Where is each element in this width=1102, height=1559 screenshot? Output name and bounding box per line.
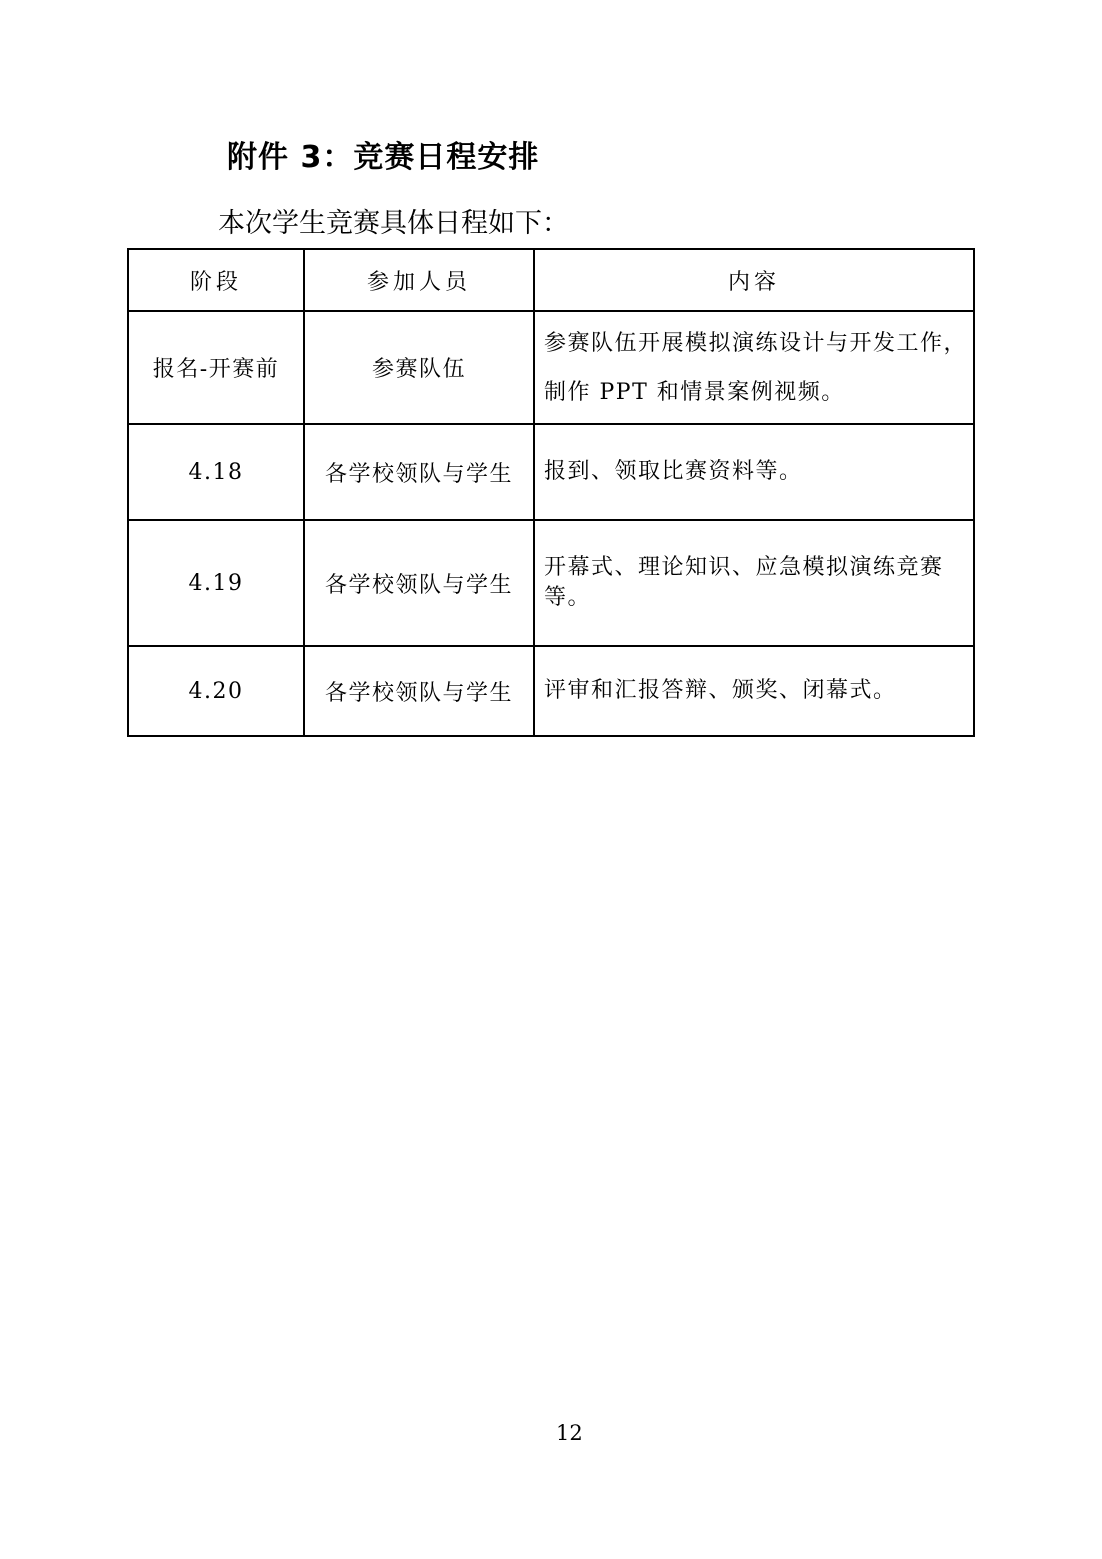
cell-participants: 参赛队伍 [304,311,534,424]
cell-stage: 4.20 [128,646,304,736]
table-row [128,646,974,736]
table-header-row [128,249,974,311]
content-line: 评审和汇报答辩、颁奖、闭幕式。 [544,678,897,703]
cell-stage: 报名-开赛前 [128,311,304,424]
schedule-table [127,248,975,737]
attachment-title: 附件 3：竞赛日程安排 [227,140,540,175]
cell-content [534,424,974,520]
table-row [128,311,974,424]
page-number: 12 [556,1421,583,1445]
header-participants: 参加人员 [304,249,534,311]
header-content: 内容 [534,249,974,311]
cell-content [534,520,974,646]
content-line: 开幕式、理论知识、应急模拟演练竞赛等。 [544,555,944,610]
intro-text: 本次学生竞赛具体日程如下： [218,208,569,239]
content-line: 参赛队伍开展模拟演练设计与开发工作， [544,330,968,356]
content-line: 制作 PPT 和情景案例视频。 [544,379,845,405]
cell-stage: 4.19 [128,520,304,646]
table-row [128,424,974,520]
cell-stage: 4.18 [128,424,304,520]
header-stage: 阶段 [128,249,304,311]
cell-participants: 各学校领队与学生 [304,520,534,646]
cell-content [534,311,974,424]
cell-content [534,646,974,736]
table-row [128,520,974,646]
cell-participants: 各学校领队与学生 [304,424,534,520]
content-line: 报到、领取比赛资料等。 [544,459,803,484]
cell-participants: 各学校领队与学生 [304,646,534,736]
